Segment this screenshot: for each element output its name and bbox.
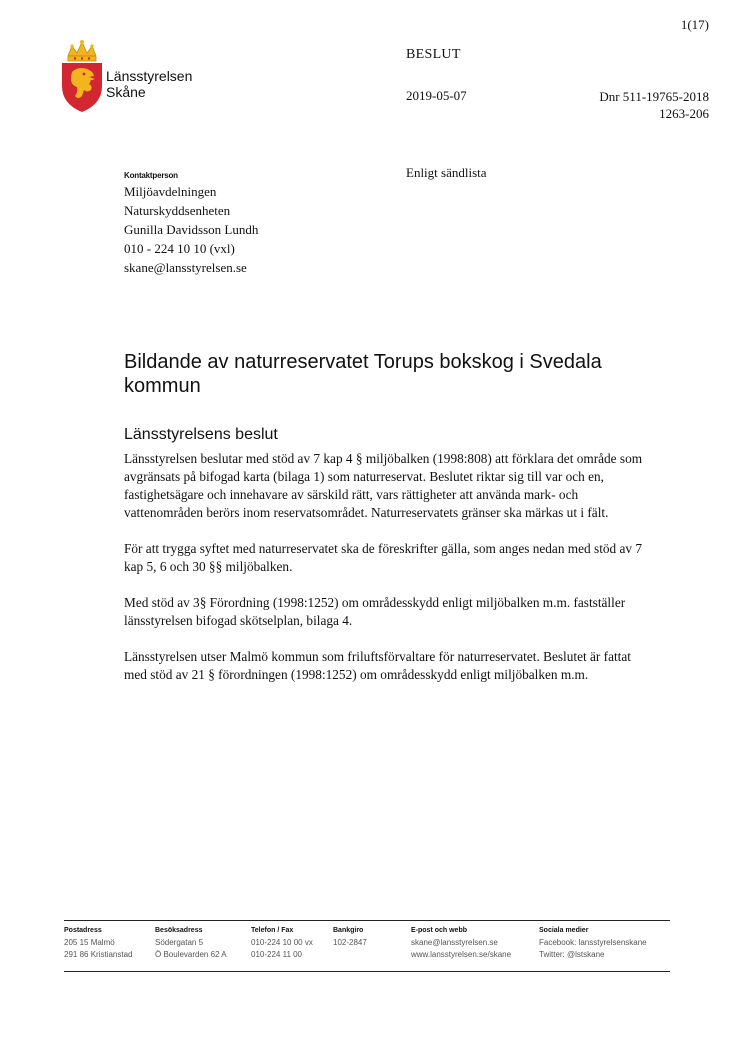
- footer-email-link[interactable]: skane@lansstyrelsen.se: [411, 938, 498, 947]
- page-footer: [64, 920, 670, 972]
- contact-line: skane@lansstyrelsen.se: [124, 260, 247, 275]
- decision-body: [124, 450, 644, 702]
- footer-heading: Besöksadress: [155, 927, 203, 934]
- footer-line: Södergatan 5: [155, 938, 204, 947]
- body-paragraph: Med stöd av 3§ Förordning (1998:1252) om områdesskydd enligt miljöbalken m.m. fastställer länsstyrelsen bifogad skötselplan, bilaga 4.: [124, 595, 626, 628]
- footer-column-social: [539, 921, 647, 961]
- footer-heading: Sociala medier: [539, 927, 589, 934]
- organization-name-line2: Skåne: [106, 84, 146, 100]
- body-paragraph: Länsstyrelsen beslutar med stöd av 7 kap 4 § miljöbalken (1998:808) att förklara det område som avgränsats på bifogad karta (bilaga 1) som naturreservat. Beslutet riktar sig till var och en, fastighetsägare och innehavare av särskild rätt, vars rättigheter att använda mark- och vattenområden berörs inom reservatsområdet. Naturreservatets gränser ska märkas ut i fält.: [124, 451, 643, 520]
- footer-heading: E-post och webb: [411, 927, 467, 934]
- lansstyrelsen-logo-icon: [58, 38, 106, 114]
- contact-line: Gunilla Davidsson Lundh: [124, 222, 259, 237]
- contact-line: Naturskyddsenheten: [124, 203, 231, 218]
- document-type: BESLUT: [406, 47, 461, 62]
- footer-heading: Bankgiro: [333, 927, 364, 934]
- footer-line: 291 86 Kristianstad: [64, 950, 133, 959]
- footer-heading: Postadress: [64, 927, 102, 934]
- footer-line: 205 15 Malmö: [64, 938, 115, 947]
- footer-heading: Telefon / Fax: [251, 927, 294, 934]
- footer-column-visit: [155, 921, 227, 961]
- contact-line: 010 - 224 10 10 (vxl): [124, 241, 235, 256]
- section-heading: Länsstyrelsens beslut: [124, 426, 278, 443]
- document-date: 2019-05-07: [406, 88, 467, 103]
- footer-facebook-link[interactable]: Facebook: lansstyrelsenskane: [539, 938, 647, 947]
- contact-line: Miljöavdelningen: [124, 184, 217, 199]
- footer-column-phone: [251, 921, 313, 961]
- footer-twitter-link[interactable]: Twitter: @lstskane: [539, 950, 605, 959]
- footer-column-bankgiro: [333, 921, 367, 949]
- organization-name: [106, 68, 192, 100]
- body-paragraph: För att trygga syftet med naturreservatet ska de föreskrifter gälla, som anges nedan med stöd av 7 kap 5, 6 och 30 §§ miljöbalken.: [124, 541, 643, 574]
- contact-block: [124, 170, 258, 277]
- body-paragraph: Länsstyrelsen utser Malmö kommun som friluftsförvaltare för naturreservatet. Beslutet är fattat med stöd av 21 § förordningen (1998:1252) om områdesskydd enligt miljöbalken m.m.: [124, 649, 631, 682]
- footer-line: 102-2847: [333, 938, 367, 947]
- page-number: 1(17): [680, 17, 709, 32]
- footer-column-postal: [64, 921, 133, 961]
- footer-web-link[interactable]: www.lansstyrelsen.se/skane: [411, 950, 512, 959]
- recipients: Enligt sändlista: [406, 165, 487, 180]
- organization-name-line1: Länsstyrelsen: [106, 68, 193, 84]
- footer-line: 010-224 10 00 vx: [251, 938, 313, 947]
- footer-line: 010-224 11 00: [251, 950, 303, 959]
- diary-number: [540, 88, 709, 122]
- footer-line: Ö Boulevarden 62 A: [155, 950, 227, 959]
- diary-number-line2: 1263-206: [659, 106, 709, 121]
- footer-column-web: [411, 921, 511, 961]
- document-title: Bildande av naturreservatet Torups bokskog i Svedala kommun: [124, 351, 602, 397]
- diary-number-line1: Dnr 511-19765-2018: [599, 89, 709, 104]
- contact-label: Kontaktperson: [124, 171, 178, 180]
